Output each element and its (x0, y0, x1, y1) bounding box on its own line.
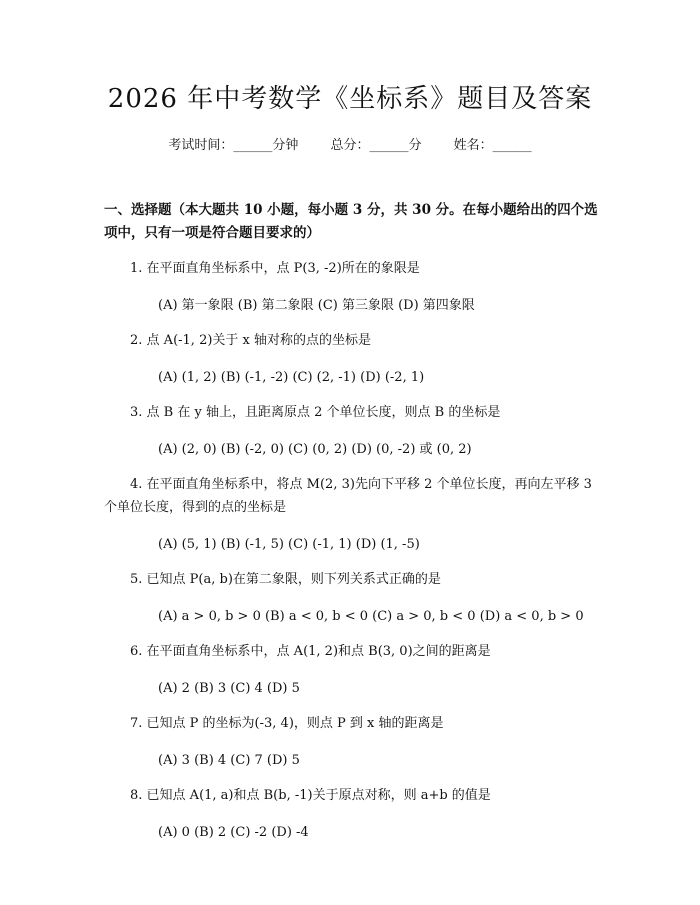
total-score-field: 总分：______分 (330, 138, 422, 153)
question-stem (104, 712, 600, 735)
question-text: 点 A(-1, 2)关于 x 轴对称的点的坐标是 (146, 333, 372, 348)
question-options: (A) 3 (B) 4 (C) 7 (D) 5 (158, 753, 300, 768)
question-number: 4. (130, 477, 143, 492)
question-text: 在平面直角坐标系中，点 A(1, 2)和点 B(3, 0)之间的距离是 (146, 644, 491, 659)
question-stem (104, 257, 600, 280)
question-4 (104, 473, 600, 556)
question-options: (A) 0 (B) 2 (C) -2 (D) -4 (158, 825, 309, 840)
document-title: 2026 年中考数学《坐标系》题目及答案 (107, 84, 593, 114)
question-options: (A) 第一象限 (B) 第二象限 (C) 第三象限 (D) 第四象限 (158, 298, 475, 313)
question-3 (104, 401, 600, 461)
question-number: 6. (130, 644, 143, 659)
question-7 (104, 712, 600, 772)
question-options: (A) (1, 2) (B) (-1, -2) (C) (2, -1) (D) (-2, 1) (158, 370, 425, 385)
question-text: 点 B 在 y 轴上，且距离原点 2 个单位长度，则点 B 的坐标是 (146, 405, 501, 420)
exam-info-bar (100, 136, 600, 156)
question-8 (104, 784, 600, 844)
question-options: (A) a > 0, b > 0 (B) a < 0, b < 0 (C) a > 0, b < 0 (D) a < 0, b > 0 (158, 609, 584, 624)
section-heading: 一、选择题（本大题共 10 小题，每小题 3 分，共 30 分。在每小题给出的四个选项中，只有一项是符合题目要求的） (104, 202, 598, 241)
question-options: (A) (5, 1) (B) (-1, 5) (C) (-1, 1) (D) (1, -5) (158, 537, 420, 552)
question-6 (104, 640, 600, 700)
question-number: 8. (130, 788, 143, 803)
question-options: (A) 2 (B) 3 (C) 4 (D) 5 (158, 681, 300, 696)
question-stem (104, 473, 600, 519)
question-stem (104, 784, 600, 807)
question-stem (104, 329, 600, 352)
question-text: 已知点 P(a, b)在第二象限，则下列关系式正确的是 (146, 572, 441, 587)
question-text: 在平面直角坐标系中，点 P(3, -2)所在的象限是 (146, 261, 420, 276)
question-number: 7. (130, 716, 143, 731)
exam-time-field: 考试时间：______分钟 (168, 138, 299, 153)
question-5 (104, 568, 600, 628)
question-number: 3. (130, 405, 143, 420)
question-text: 已知点 A(1, a)和点 B(b, -1)关于原点对称，则 a+b 的值是 (146, 788, 491, 803)
question-options: (A) (2, 0) (B) (-2, 0) (C) (0, 2) (D) (0, -2) 或 (0, 2) (158, 442, 472, 457)
question-1 (104, 257, 600, 317)
question-number: 2. (130, 333, 143, 348)
question-stem (104, 568, 600, 591)
question-stem (104, 401, 600, 424)
question-number: 5. (130, 572, 143, 587)
question-2 (104, 329, 600, 389)
question-text: 已知点 P 的坐标为(-3, 4)，则点 P 到 x 轴的距离是 (146, 716, 444, 731)
question-number: 1. (130, 261, 143, 276)
question-text: 在平面直角坐标系中，将点 M(2, 3)先向下平移 2 个单位长度，再向左平移 3 个单位长度，得到的点的坐标是 (104, 477, 592, 515)
student-name-field: 姓名：______ (453, 138, 532, 153)
question-list (104, 257, 600, 844)
question-stem (104, 640, 600, 663)
